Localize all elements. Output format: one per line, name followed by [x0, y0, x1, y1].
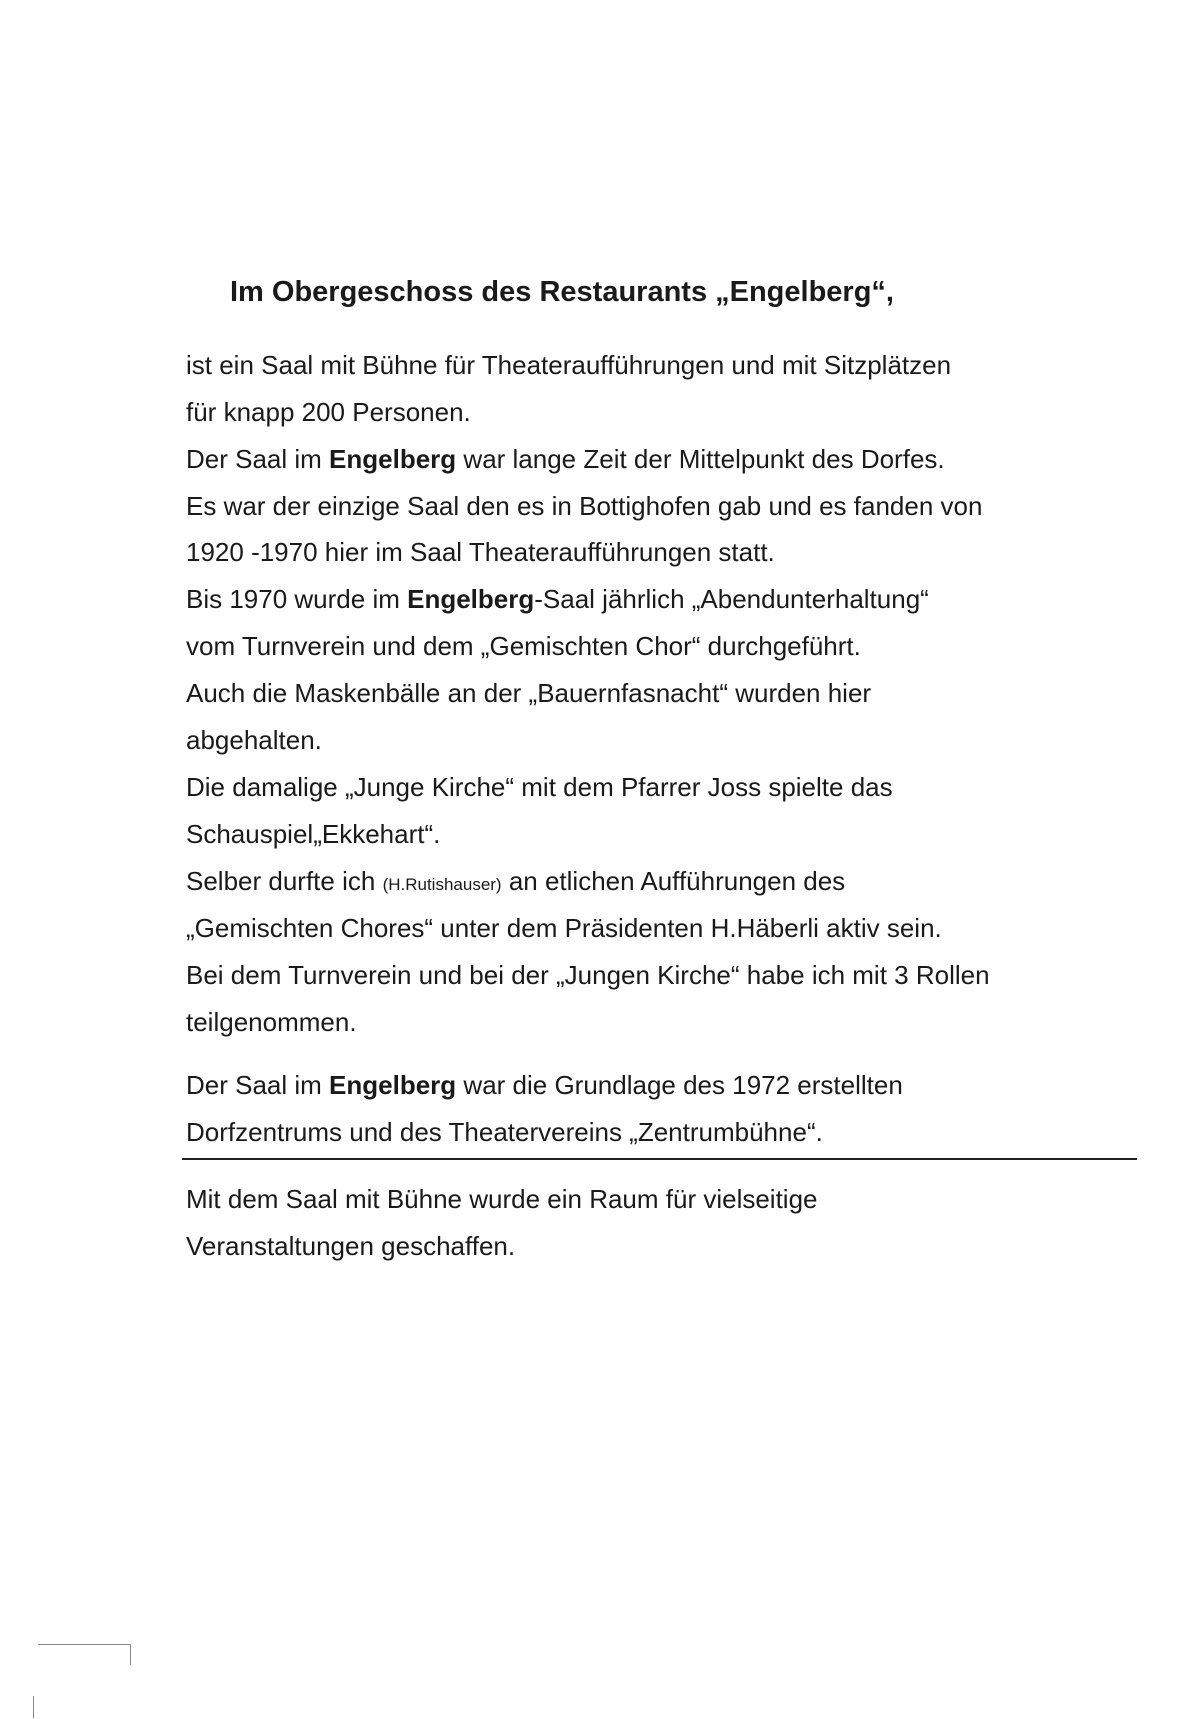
text-segment: Veranstaltungen geschaffen.: [186, 1231, 516, 1261]
text-segment: „Gemischten Chores“ unter dem Präsidenten H.Häberli aktiv sein.: [186, 913, 942, 943]
text-line: [186, 1007, 357, 1038]
text-segment: Auch die Maskenbälle an der „Bauernfasnacht“ wurden hier: [186, 678, 872, 708]
text-line: [186, 725, 322, 756]
text-line: [186, 819, 440, 850]
text-line: [186, 866, 845, 897]
text-segment: Mit dem Saal mit Bühne wurde ein Raum für vielseitige: [186, 1184, 818, 1214]
text-line: [186, 1184, 818, 1215]
document-title: Im Obergeschoss des Restaurants „Engelberg“,: [230, 276, 894, 308]
text-segment: Es war der einzige Saal den es in Bottighofen gab und es fanden von: [186, 491, 983, 521]
bold-text: Engelberg: [329, 1070, 457, 1100]
text-segment: Selber durfte ich: [186, 866, 383, 896]
text-line: [186, 537, 775, 568]
bold-text: Engelberg: [407, 584, 535, 614]
text-segment: war die Grundlage des 1972 erstellten: [456, 1070, 903, 1100]
horizontal-rule: [182, 1158, 1137, 1160]
text-segment: Die damalige „Junge Kirche“ mit dem Pfarrer Joss spielte das: [186, 772, 893, 802]
text-segment: Bis 1970 wurde im: [186, 584, 408, 614]
text-segment: Schauspiel„Ekkehart“.: [186, 819, 441, 849]
text-line: [186, 1070, 903, 1101]
text-line: [186, 913, 942, 944]
text-line: [186, 584, 929, 615]
text-segment: für knapp 200 Personen.: [186, 397, 471, 427]
text-line: [186, 350, 951, 381]
text-segment: Der Saal im: [186, 444, 330, 474]
text-segment: -Saal jährlich „Abendunterhaltung“: [534, 584, 929, 614]
text-segment: teilgenommen.: [186, 1007, 357, 1037]
scan-artifact-tick: [33, 1696, 34, 1718]
text-line: [186, 678, 871, 709]
text-segment: an etlichen Aufführungen des: [501, 866, 846, 896]
text-segment: vom Turnverein und dem „Gemischten Chor“ durchgeführt.: [186, 631, 861, 661]
text-line: [186, 631, 861, 662]
text-line: [186, 491, 982, 522]
scan-artifact-mark: [38, 1644, 131, 1665]
text-segment: ist ein Saal mit Bühne für Theateraufführungen und mit Sitzplätzen: [186, 350, 952, 380]
text-segment: Der Saal im: [186, 1070, 330, 1100]
bold-text: Engelberg: [329, 444, 457, 474]
text-segment: abgehalten.: [186, 725, 322, 755]
text-line: [186, 397, 471, 428]
small-text: (H.Rutishauser): [382, 875, 502, 894]
text-segment: 1920 -1970 hier im Saal Theateraufführungen statt.: [186, 537, 775, 567]
text-line: [186, 1231, 515, 1262]
text-segment: Dorfzentrums und des Theatervereins „Zentrumbühne“.: [186, 1117, 823, 1147]
text-line: [186, 1117, 823, 1148]
text-segment: Bei dem Turnverein und bei der „Jungen Kirche“ habe ich mit 3 Rollen: [186, 960, 990, 990]
text-line: [186, 772, 893, 803]
text-segment: war lange Zeit der Mittelpunkt des Dorfes.: [456, 444, 945, 474]
text-line: [186, 960, 990, 991]
text-line: [186, 444, 945, 475]
